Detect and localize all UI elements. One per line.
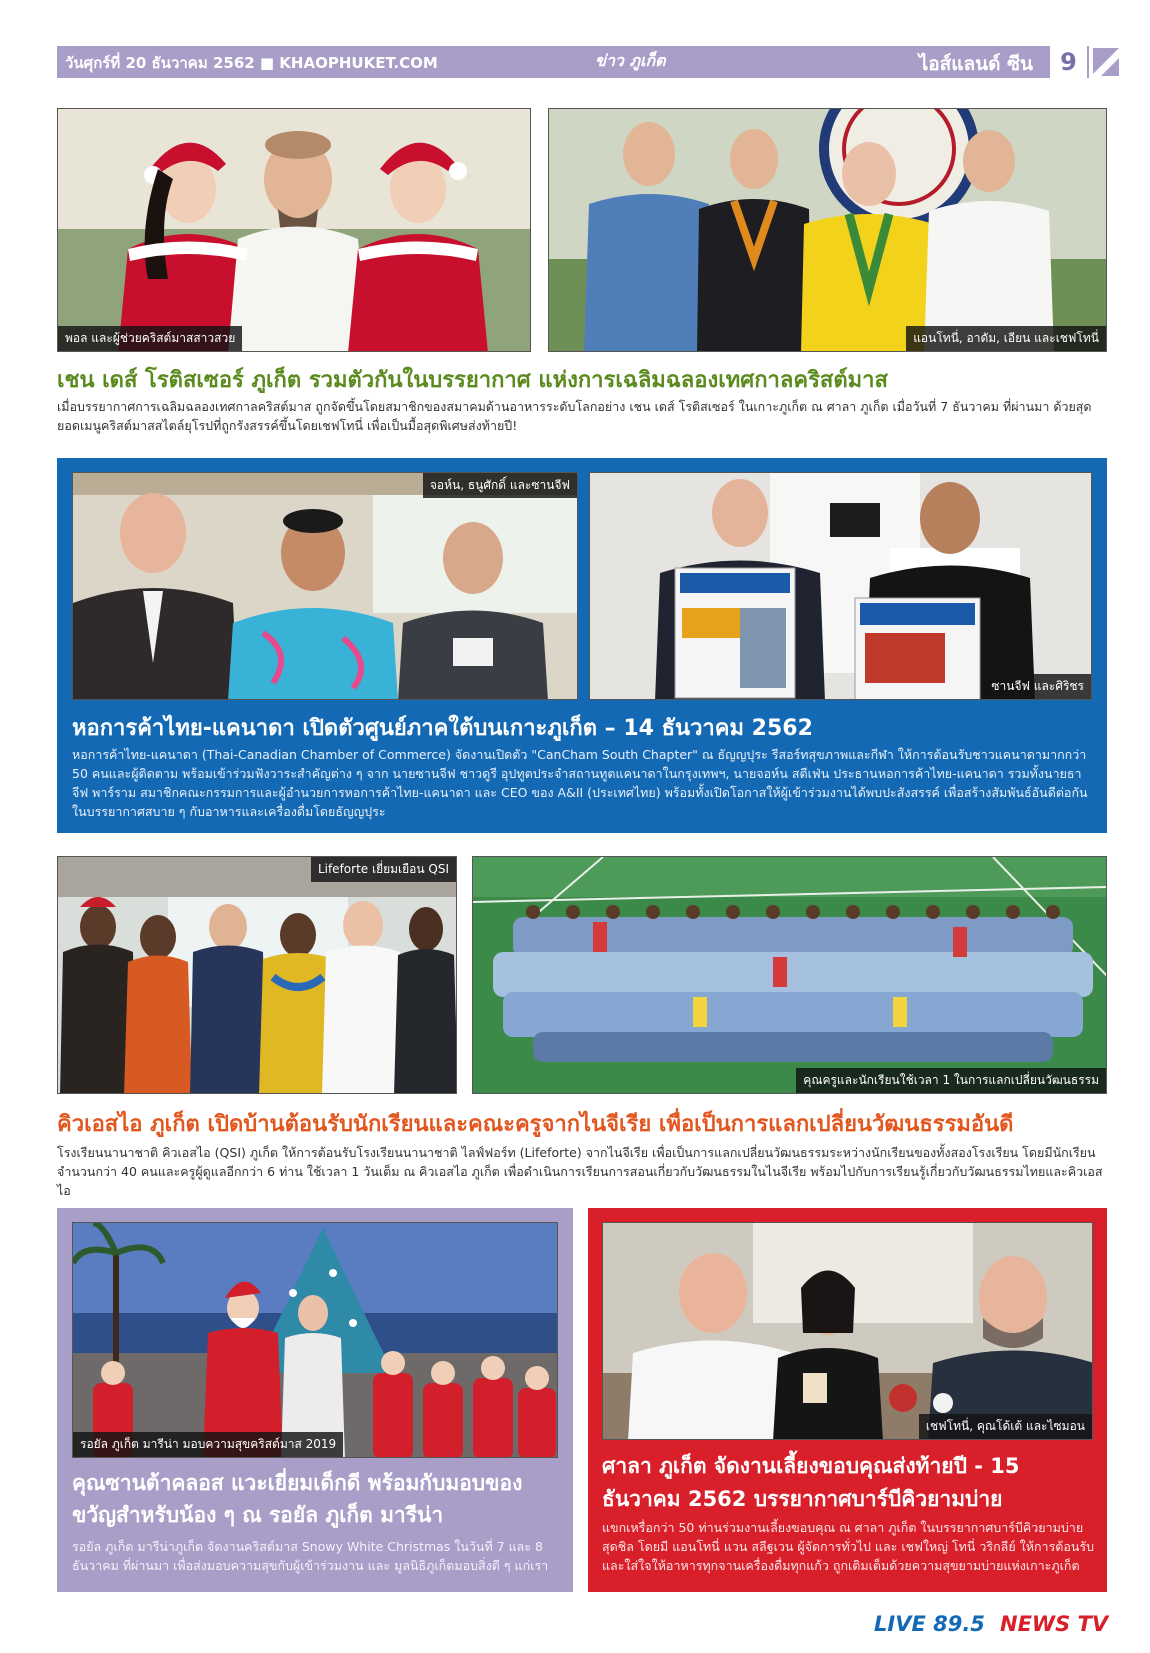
story1-headline: เชน เดส์ โรติสเซอร์ ภูเก็ต รวมตัวกันในบรรยากาศ แห่งการเฉลิมฉลองเทศกาลคริสต์มาส bbox=[57, 368, 888, 393]
photo-caption: ซานจีฟ และศิริชร bbox=[984, 674, 1091, 699]
story2-headline: หอการค้าไทย-แคนาดา เปิดตัวศูนย์ภาคใต้บนเกาะภูเก็ต – 14 ธันวาคม 2562 bbox=[72, 716, 813, 741]
photo-caption: จอห์น, ธนูศักดิ์ และซานจีฟ bbox=[423, 473, 577, 498]
story3-body: โรงเรียนนานาชาติ คิวเอสไอ (QSI) ภูเก็ต ให้การต้อนรับโรงเรียนนานาชาติ ไลฟ์ฟอร์ท (Lifeforte) จากไนจีเรีย เพื่อเป็นการแลกเปลี่ยนวัฒนธรรมระหว่างนักเรียนของทั้งสองโรงเรียน โดยมีนักเรียนจำนวนกว่า 40 คนและครูผู้ดูแลอีกกว่า 6 ท่าน ใช้เวลา 1 วันเต็ม ณ คิวเอสไอ ภูเก็ต เพื่อดำเนินการเรียนการสอนเกี่ยวกับวัฒนธรรมในไนจีเรีย พร้อมไปกับการเรียนรู้เกี่ยวกับวัฒนธรรมไทยและคิวเอสไอ bbox=[57, 1145, 1103, 1198]
live-radio-logo: LIVE 89.5 bbox=[874, 1612, 985, 1636]
photo-lifeforte-visit bbox=[57, 856, 457, 1094]
page-header bbox=[57, 46, 1089, 78]
photo-caption: Lifeforte เยี่ยมเยือน QSI bbox=[311, 857, 456, 882]
header-section-title: ไอส์แลนด์ ซีน bbox=[918, 53, 1033, 75]
photo-cancham-trio bbox=[72, 472, 578, 700]
photo-group-field bbox=[472, 856, 1107, 1094]
photo-caption: พอล และผู้ช่วยคริสต์มาสสาวสวย bbox=[58, 326, 242, 351]
photo-santa-marina bbox=[72, 1222, 558, 1458]
photo-caption: รอยัล ภูเก็ต มารีน่า มอบความสุขคริสต์มาส 2019 bbox=[73, 1432, 343, 1457]
photo-newspaper-holders bbox=[589, 472, 1092, 700]
news-tv-logo: NEWS TV bbox=[1000, 1612, 1109, 1636]
page-number: 9 bbox=[1047, 46, 1087, 78]
header-date-site: วันศุกร์ที่ 20 ธันวาคม 2562 ■ KHAOPHUKET.COM bbox=[65, 54, 438, 72]
story5-headline: ศาลา ภูเก็ต จัดงานเลี้ยงขอบคุณส่งท้ายปี - 15 ธันวาคม 2562 บรรยากาศบาร์บีคิวยามบ่าย bbox=[602, 1454, 1020, 1511]
photo-chaine-members bbox=[548, 108, 1107, 352]
photo-caption: เชฟโทนี่, คุณโด้เต้ และไซมอน bbox=[919, 1414, 1092, 1439]
story4-body: รอยัล ภูเก็ต มารีน่าภูเก็ต จัดงานคริสต์มาส Snowy White Christmas ในวันที่ 7 และ 8 ธันวาคม ที่ผ่านมา เพื่อส่งมอบความสุขกับผู้เข้าร่วมงาน และ มูลนิธิภูเก็ตมอบสิ่งดี ๆ แก่เรา bbox=[72, 1539, 549, 1573]
photo-caption: แอนโทนี่, อาดัม, เอียน และเชฟโทนี่ bbox=[906, 326, 1106, 351]
photo-caption: คุณครูและนักเรียนใช้เวลา 1 ในการแลกเปลี่ยนวัฒนธรรม bbox=[796, 1068, 1106, 1093]
story2-body: หอการค้าไทย-แคนาดา (Thai-Canadian Chamber of Commerce) จัดงานเปิดตัว "CanCham South Chapter" ณ ธัญญปุระ รีสอร์ทสุขภาพและกีฬา ให้การต้อนรับชาวแคนาดามากกว่า 50 คนและผู้ติดตาม พร้อมเข้าร่วมฟังวาระสำคัญต่าง ๆ จาก นายซานจีฟ ชาวดูรี อุปทูตประจำสถานทูตแคนาดาในกรุงเทพฯ, นายจอห์น สตีเฟ่น ประธานหอการค้าไทย-แคนาดา รวมทั้งนายธาจีฟ พาร์ราม สมาชิกคณะกรรมการและผู้อำนวยการหอการค้าไทย-แคนาดา และ CEO ของ A&II (ประเทศไทย) พร้อมทั้งเปิดโอกาสให้ผู้เข้าร่วมงานได้พบปะสังสรรค์ เพื่อสร้างสัมพันธ์อันดีต่อกัน ในบรรยากาศสบาย ๆ กับอาหารและเครื่องดื่มโดยธัญญปุระ bbox=[72, 747, 1088, 819]
story1-body: เมื่อบรรยากาศการเฉลิมฉลองเทศกาลคริสต์มาส ถูกจัดขึ้นโดยสมาชิกของสมาคมด้านอาหารระดับโลกอย่าง เชน เดส์ โรติสเซอร์ ในเกาะภูเก็ต ณ ศาลา ภูเก็ต เมื่อวันที่ 7 ธันวาคม ที่ผ่านมา ด้วยสุดยอดเมนูคริสต์มาสสไตล์ยุโรปที่ถูกรังสรรค์ขึ้นโดยเชฟโทนี่ เพื่อเป็นมื้อสุดพิเศษส่งท้ายปี! bbox=[57, 399, 1092, 433]
header-logo: ข่าว ภูเก็ต bbox=[595, 51, 666, 70]
story3-headline: คิวเอสไอ ภูเก็ต เปิดบ้านต้อนรับนักเรียนและคณะครูจากไนจีเรีย เพื่อเป็นการแลกเปลี่ยนวัฒนธรรมอันดี bbox=[57, 1112, 1014, 1137]
story5-body: แขกเหรื่อกว่า 50 ท่านร่วมงานเลี้ยงขอบคุณ ณ ศาลา ภูเก็ต ในบรรยากาศบาร์บีคิวยามบ่าย สุดชิล โดยมี แอนโทนี่ แวน สลีฐเวน ผู้จัดการทั่วไป และ เชฟใหญ่ โทนี่ วริกลีย์ ให้การต้อนรับและใส่ใจให้อาหารทุกจานเครื่องดื่มทุกแก้ว ถูกเติมเต็มด้วยความสุขยามบ่ายแห่งเกาะภูเก็ต bbox=[602, 1520, 1095, 1573]
photo-santa-helpers bbox=[57, 108, 531, 352]
corner-arrow-icon bbox=[1091, 46, 1121, 78]
photo-sala-bbq bbox=[602, 1222, 1093, 1440]
story4-headline: คุณซานต้าคลอส แวะเยี่ยมเด็กดี พร้อมกับมอบของขวัญสำหรับน้อง ๆ ณ รอยัล ภูเก็ต มารีน่า bbox=[72, 1471, 523, 1527]
